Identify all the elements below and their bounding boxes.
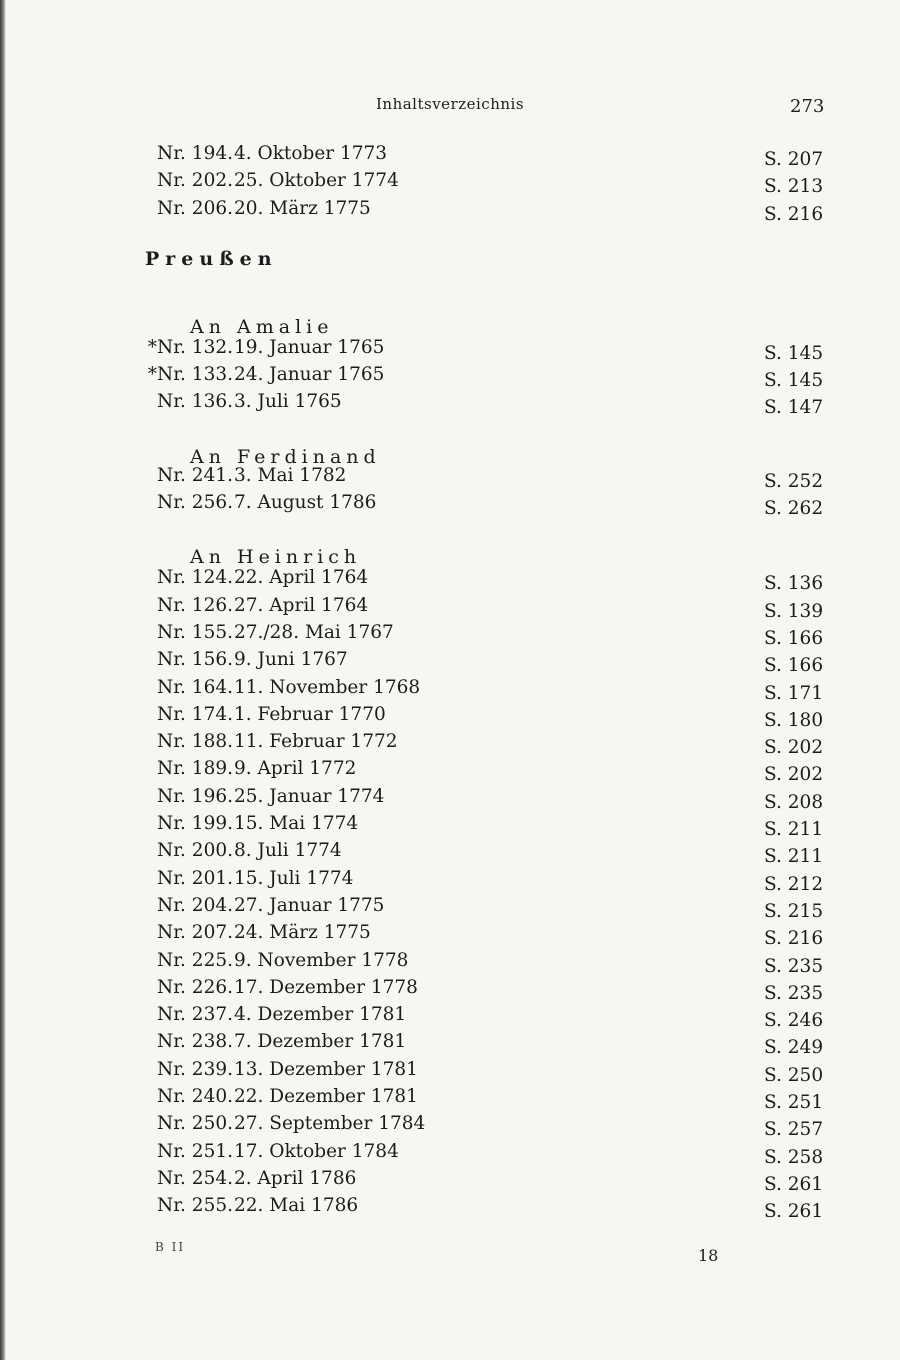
letter-number: Nr. 188. (157, 731, 233, 753)
letter-date: 24. Januar 1765 (234, 364, 385, 386)
toc-entry[interactable] (0, 974, 900, 1004)
toc-entry[interactable] (0, 140, 900, 170)
letter-number: Nr. 199. (157, 813, 233, 835)
toc-entry[interactable] (0, 1138, 900, 1168)
page-reference: S. 208 (764, 791, 824, 813)
letter-date: 22. Dezember 1781 (234, 1086, 418, 1108)
letter-date: 13. Dezember 1781 (234, 1058, 418, 1080)
page-reference: S. 246 (764, 1010, 824, 1032)
page-reference: S. 202 (764, 764, 824, 786)
page-reference: S. 213 (764, 176, 824, 198)
section-heading-text: Preußen (145, 247, 278, 270)
toc-entry[interactable] (0, 947, 900, 977)
page-reference: S. 147 (764, 397, 824, 419)
letter-number: *Nr. 133. (147, 364, 233, 386)
page-reference: S. 166 (764, 627, 824, 649)
subsection-heading-ferdinand (0, 416, 900, 468)
page-reference: S. 249 (764, 1037, 824, 1059)
toc-entry[interactable] (0, 619, 900, 649)
page-reference: S. 251 (764, 1092, 824, 1114)
toc-entry[interactable] (0, 1083, 900, 1114)
letter-number: Nr. 202. (157, 170, 233, 192)
letter-date: 1. Februar 1770 (234, 703, 386, 725)
letter-date: 9. Juni 1767 (234, 649, 348, 671)
letter-date: 7. Dezember 1781 (234, 1031, 407, 1053)
letter-date: 22. April 1764 (234, 567, 369, 589)
toc-entry[interactable] (0, 1110, 900, 1141)
letter-number: Nr. 201. (157, 867, 233, 889)
toc-entry[interactable] (0, 489, 900, 520)
letter-date: 17. Oktober 1784 (234, 1140, 399, 1162)
letter-number: Nr. 256. (157, 492, 233, 514)
letter-date: 7. August 1786 (234, 492, 377, 514)
running-header-title: Inhaltsverzeichnis (375, 95, 525, 113)
letter-number: Nr. 225. (157, 949, 233, 971)
letter-number: *Nr. 132. (147, 336, 233, 358)
toc-entry[interactable] (0, 728, 900, 759)
subsection-heading-text: An Ferdinand (190, 445, 381, 468)
letter-date: 27./28. Mai 1767 (234, 621, 394, 643)
page-reference: S. 180 (764, 709, 824, 731)
letter-number: Nr. 237. (157, 1004, 233, 1026)
letter-number: Nr. 126. (157, 594, 233, 616)
toc-entry[interactable] (0, 1192, 900, 1223)
letter-date: 19. Januar 1765 (234, 336, 385, 358)
toc-entry[interactable] (0, 361, 900, 392)
letter-date: 15. Mai 1774 (234, 813, 359, 835)
letter-number: Nr. 241. (157, 464, 233, 486)
toc-entry[interactable] (0, 892, 900, 922)
toc-entry[interactable] (0, 592, 900, 622)
letter-number: Nr. 156. (157, 649, 233, 671)
toc-entry[interactable] (0, 646, 900, 677)
page-reference: S. 202 (764, 737, 824, 759)
toc-section-heinrich (0, 564, 900, 1223)
subsection-heading-amalie (0, 286, 900, 338)
letter-date: 15. Juli 1774 (234, 867, 354, 889)
sheet-number: 18 (698, 1246, 719, 1265)
letter-date: 4. Oktober 1773 (234, 143, 388, 164)
letter-number: Nr. 164. (157, 676, 233, 698)
page-reference: S. 216 (764, 928, 824, 950)
toc-entry[interactable] (0, 195, 900, 225)
subsection-heading-text: An Amalie (190, 315, 334, 338)
toc-entry[interactable] (0, 755, 900, 786)
letter-number: Nr. 254. (157, 1167, 233, 1189)
subsection-heading-text: An Heinrich (190, 546, 362, 569)
toc-entry[interactable] (0, 462, 900, 492)
letter-number: Nr. 239. (157, 1058, 233, 1080)
page-reference: S. 139 (764, 600, 824, 622)
letter-number: Nr. 206. (157, 197, 233, 219)
letter-date: 17. Dezember 1778 (234, 976, 418, 998)
letter-date: 2. April 1786 (234, 1167, 357, 1189)
letter-date: 27. Januar 1775 (234, 894, 385, 916)
toc-entry[interactable] (0, 783, 900, 813)
page-reference: S. 216 (764, 203, 824, 225)
letter-date: 20. März 1775 (234, 197, 371, 219)
page-reference: S. 235 (764, 955, 824, 977)
toc-entry[interactable] (0, 334, 900, 364)
page-reference: S. 258 (764, 1146, 824, 1168)
page-reference: S. 261 (764, 1201, 824, 1223)
toc-entry[interactable] (0, 674, 900, 704)
letter-date: 11. Februar 1772 (234, 731, 398, 753)
letter-date: 4. Dezember 1781 (234, 1004, 407, 1026)
toc-section-amalie (0, 334, 900, 419)
letter-number: Nr. 251. (157, 1140, 233, 1162)
page-reference: S. 171 (764, 682, 824, 704)
toc-entry[interactable] (0, 837, 900, 868)
letter-date: 3. Mai 1782 (234, 464, 347, 486)
toc-entry[interactable] (0, 810, 900, 841)
letter-number: Nr. 238. (157, 1031, 233, 1053)
letter-date: 27. April 1764 (234, 594, 369, 616)
letter-number: Nr. 196. (157, 785, 233, 807)
letter-date: 9. November 1778 (234, 949, 409, 971)
page-reference: S. 252 (764, 470, 824, 492)
page-number: 273 (790, 96, 825, 117)
letter-number: Nr. 124. (157, 567, 233, 589)
letter-date: 25. Januar 1774 (234, 785, 385, 807)
toc-entry[interactable] (0, 701, 900, 731)
toc-entry[interactable] (0, 865, 900, 895)
letter-date: 8. Juli 1774 (234, 840, 342, 862)
letter-number: Nr. 136. (157, 391, 233, 413)
subsection-heading-heinrich (0, 516, 900, 569)
letter-number: Nr. 207. (157, 922, 233, 944)
letter-date: 3. Juli 1765 (234, 391, 342, 413)
page-reference: S. 262 (764, 498, 824, 520)
printer-signature-mark: B II (155, 1240, 186, 1254)
toc-entry[interactable] (0, 564, 900, 595)
letter-number: Nr. 194. (157, 143, 233, 164)
page-reference: S. 211 (764, 819, 824, 841)
page-reference: S. 207 (764, 149, 824, 170)
letter-number: Nr. 226. (157, 976, 233, 998)
toc-entry[interactable] (0, 1028, 900, 1059)
toc-section-ferdinand (0, 462, 900, 520)
letter-number: Nr. 200. (157, 840, 233, 862)
section-heading-preussen (0, 222, 900, 286)
toc-entry[interactable] (0, 1001, 900, 1032)
page-reference: S. 145 (764, 370, 824, 392)
page-reference: S. 166 (764, 655, 824, 677)
letter-date: 25. Oktober 1774 (234, 170, 399, 192)
page-reference: S. 211 (764, 846, 824, 868)
letter-date: 27. September 1784 (234, 1113, 426, 1135)
letter-number: Nr. 174. (157, 703, 233, 725)
toc-entry[interactable] (0, 167, 900, 198)
letter-number: Nr. 189. (157, 758, 233, 780)
letter-date: 11. November 1768 (234, 676, 421, 698)
letter-number: Nr. 204. (157, 894, 233, 916)
letter-date: 22. Mai 1786 (234, 1195, 359, 1217)
letter-number: Nr. 250. (157, 1113, 233, 1135)
letter-number: Nr. 155. (157, 621, 233, 643)
page-reference: S. 261 (764, 1173, 824, 1195)
letter-date: 9. April 1772 (234, 758, 357, 780)
letter-number: Nr. 240. (157, 1086, 233, 1108)
page-reference: S. 235 (764, 982, 824, 1004)
page-reference: S. 257 (764, 1119, 824, 1141)
page-reference: S. 212 (764, 873, 824, 895)
toc-section-continued (0, 140, 900, 225)
table-of-contents (0, 140, 900, 1223)
toc-entry[interactable] (0, 1165, 900, 1195)
toc-entry[interactable] (0, 388, 900, 419)
page-reference: S. 215 (764, 900, 824, 922)
toc-entry[interactable] (0, 919, 900, 950)
page-reference: S. 145 (764, 342, 824, 364)
letter-date: 24. März 1775 (234, 922, 371, 944)
letter-number: Nr. 255. (157, 1195, 233, 1217)
toc-entry[interactable] (0, 1056, 900, 1086)
page-reference: S. 250 (764, 1064, 824, 1086)
page-reference: S. 136 (764, 573, 824, 595)
